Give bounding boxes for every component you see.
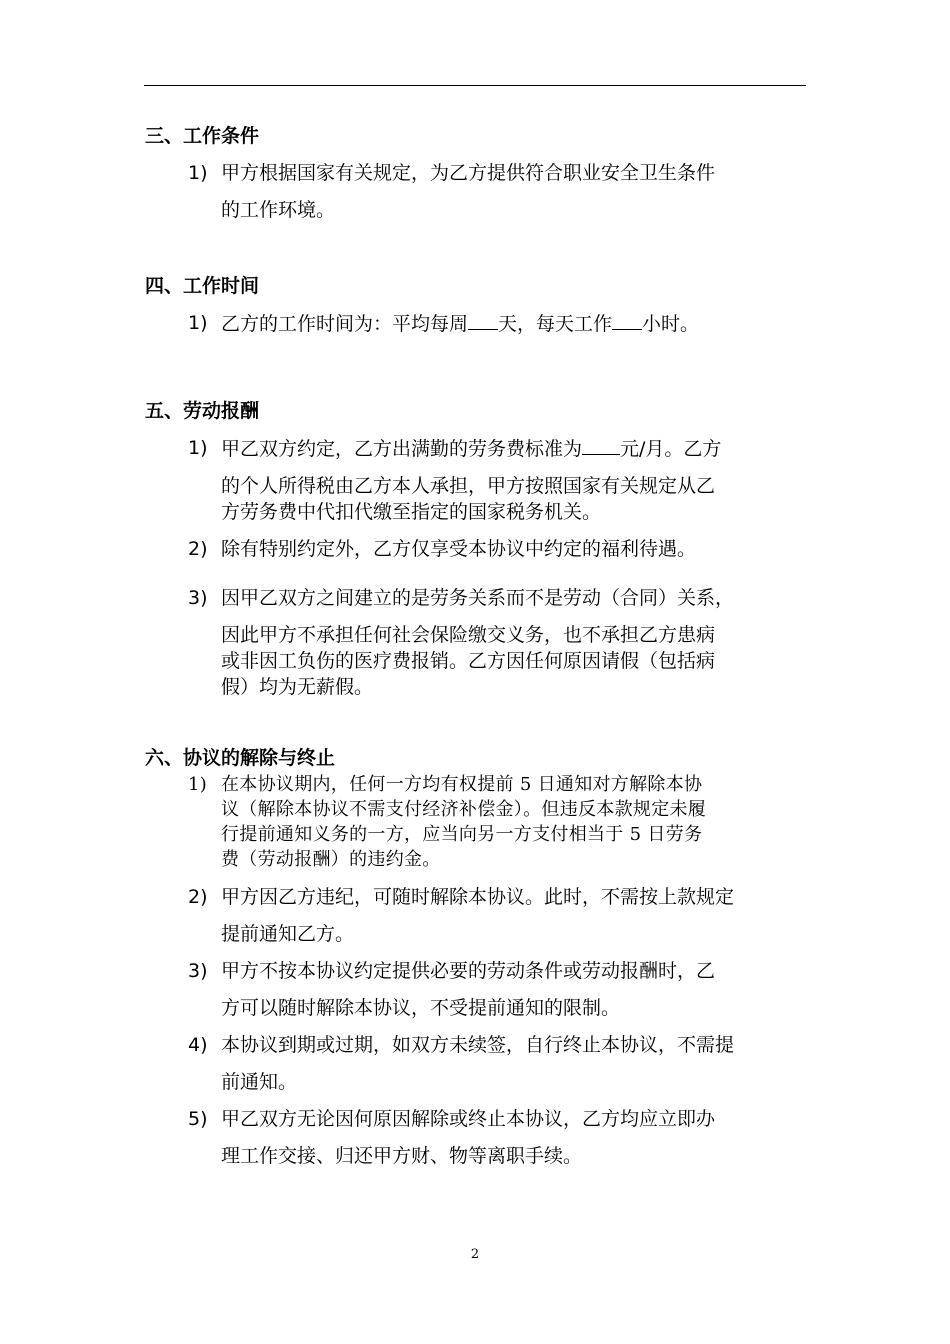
- paragraph-line: 费（劳动报酬）的违约金。: [221, 849, 441, 870]
- paragraph-line: 甲乙双方无论因何原因解除或终止本协议，乙方均应立即办: [221, 1108, 716, 1130]
- item-number: 4): [188, 1034, 208, 1056]
- paragraph-line: [221, 310, 699, 337]
- paragraph-line: 行提前通知义务的一方，应当向另一方支付相当于 5 日劳务: [221, 824, 703, 845]
- paragraph-line: 本协议到期或过期，如双方未续签，自行终止本协议，不需提: [221, 1034, 735, 1056]
- paragraph-line: 甲方不按本协议约定提供必要的劳动条件或劳动报酬时，乙: [221, 960, 716, 982]
- item-number: 1): [188, 162, 208, 184]
- section-heading-5: 五、劳动报酬: [145, 400, 260, 422]
- paragraph-line: 前通知。: [221, 1071, 298, 1093]
- paragraph-line: 议（解除本协议不需支付经济补偿金）。但违反本款规定未履: [221, 799, 707, 820]
- paragraph-line: [221, 435, 721, 462]
- item-number: 1): [188, 774, 208, 795]
- paragraph-line: 假）均为无薪假。: [221, 676, 374, 698]
- paragraph-line: 除有特别约定外，乙方仅享受本协议中约定的福利待遇。: [221, 538, 697, 560]
- text-segment: 甲乙双方约定，乙方出满勤的劳务费标准为: [221, 438, 583, 460]
- paragraph-line: 或非因工负伤的医疗费报销。乙方因任何原因请假（包括病: [221, 650, 716, 672]
- paragraph-line: 的个人所得税由乙方本人承担，甲方按照国家有关规定从乙: [221, 475, 716, 497]
- item-number: 3): [188, 587, 208, 609]
- paragraph-line: 的工作环境。: [221, 199, 336, 221]
- paragraph-line: 因此甲方不承担任何社会保险缴交义务，也不承担乙方患病: [221, 624, 716, 646]
- paragraph-line: 甲方根据国家有关规定，为乙方提供符合职业安全卫生条件: [221, 162, 716, 184]
- text-segment: 天，每天工作: [498, 313, 613, 335]
- text-segment: 乙方的工作时间为：平均每周: [221, 313, 469, 335]
- section-heading-4: 四、工作时间: [145, 275, 260, 297]
- fill-in-blank-days[interactable]: [468, 310, 498, 330]
- paragraph-line: 因甲乙双方之间建立的是劳务关系而不是劳动（合同）关系，: [221, 587, 735, 609]
- item-number: 2): [188, 538, 208, 560]
- paragraph-line: 提前通知乙方。: [221, 923, 355, 945]
- item-number: 1): [188, 312, 208, 334]
- paragraph-line: 在本协议期内，任何一方均有权提前 5 日通知对方解除本协: [221, 774, 703, 795]
- item-number: 1): [188, 437, 208, 459]
- paragraph-line: 甲方因乙方违纪，可随时解除本协议。此时，不需按上款规定: [221, 886, 735, 908]
- item-number: 3): [188, 960, 208, 982]
- paragraph-line: 方可以随时解除本协议，不受提前通知的限制。: [221, 997, 621, 1019]
- paragraph-line: 理工作交接、归还甲方财、物等离职手续。: [221, 1145, 583, 1167]
- page-number: 2: [470, 1247, 480, 1262]
- text-segment: 元/月。乙方: [620, 438, 722, 460]
- item-number: 5): [188, 1108, 208, 1130]
- header-rule: [144, 85, 806, 86]
- section-heading-6: 六、协议的解除与终止: [145, 747, 336, 769]
- section-heading-3: 三、工作条件: [145, 125, 260, 147]
- fill-in-blank-hours[interactable]: [612, 310, 642, 330]
- paragraph-line: 方劳务费中代扣代缴至指定的国家税务机关。: [221, 501, 602, 523]
- fill-in-blank-salary[interactable]: [582, 435, 620, 455]
- text-segment: 小时。: [642, 313, 700, 335]
- item-number: 2): [188, 886, 208, 908]
